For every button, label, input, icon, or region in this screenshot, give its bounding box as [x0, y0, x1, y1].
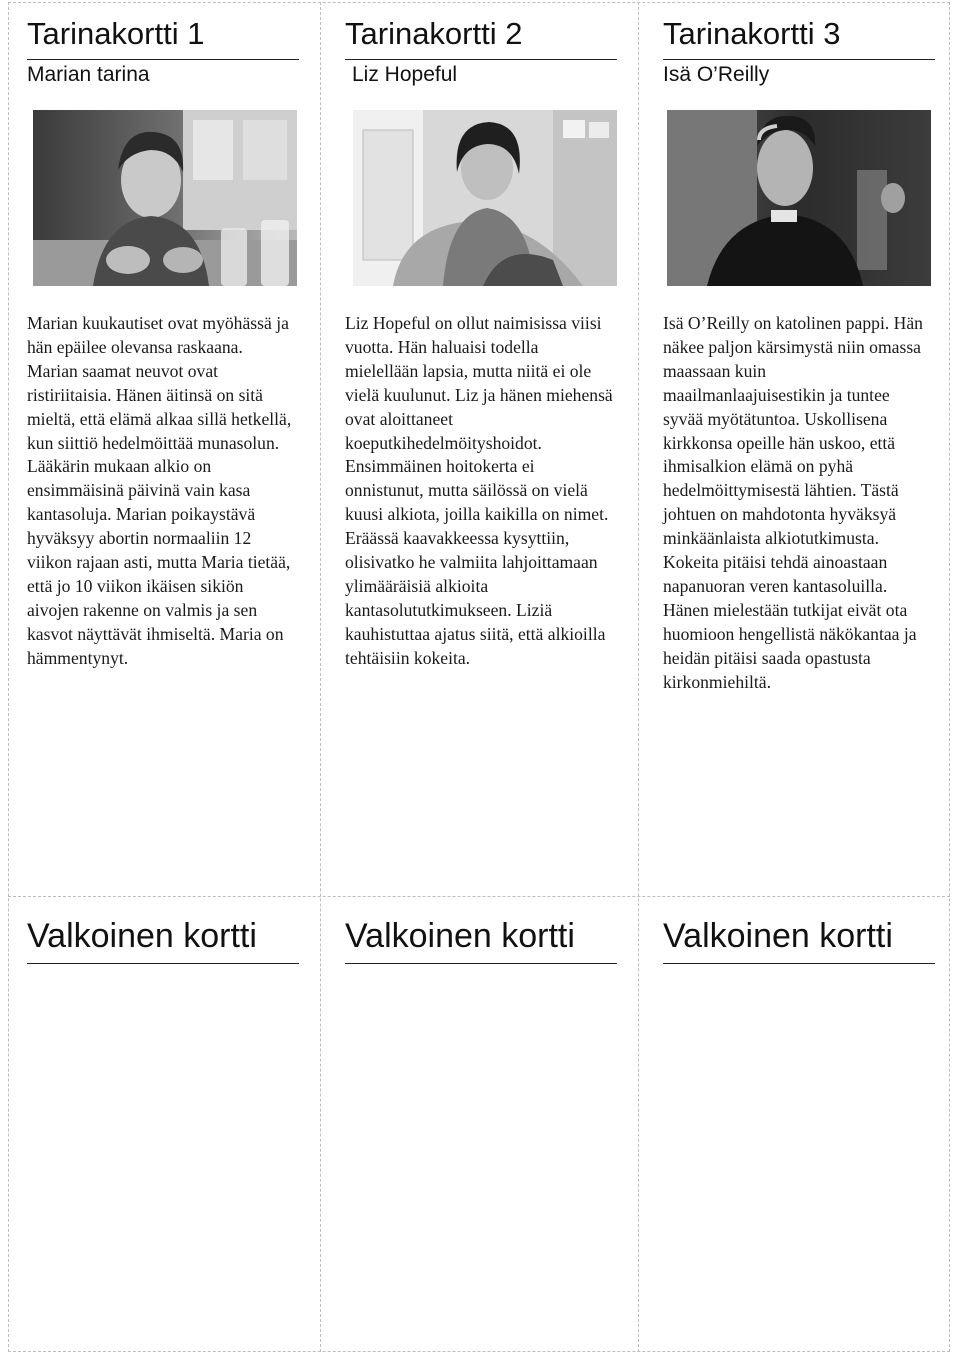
title-rule	[345, 59, 617, 60]
cut-line-horizontal	[8, 2, 950, 3]
priest-portrait-photo	[667, 110, 931, 286]
blank-card-2	[345, 916, 619, 964]
cut-line-vertical	[949, 2, 950, 1352]
woman-at-table-image	[33, 110, 297, 286]
card-subtitle: Marian tarina	[27, 63, 150, 86]
cut-line-vertical	[320, 2, 321, 1352]
story-text: Isä O’Reilly on katolinen pappi. Hän näkee paljon kärsimystä niin omassa maassaan kuin maailmanlaajuisestikin ja tuntee syvää myötätuntoa. Uskollisena kirkkonsa opeille hän uskoo, että ihmisalkion elämä on pyhä hedelmöittymisestä lähtien. Tästä johtuen on mahdotonta hyväksyä minkäänlaista alkiotutkimusta. Kokeita pitäisi tehdä ainoastaan napanuoran veren kantasoluilla. Hänen mielestään tutkijat eivät ota huomioon hengellistä näkökantaa ja heidän pitäisi saada opastusta kirkonmiehiltä.	[663, 313, 923, 692]
title-rule	[27, 59, 299, 60]
blank-card-1	[27, 916, 301, 964]
story-text: Marian kuukautiset ovat myöhässä ja hän epäilee olevansa raskaana. Marian saamat neuvot ovat ristiriitaisia. Hänen äitinsä on sitä mieltä, että elämä alkaa sillä hetkellä, kun siittiö hedelmöittää munasolun. Lääkärin mukaan alkio on ensimmäisinä päivinä vain kasa kantasoluja. Marian poikaystävä hyväksyy abortin normaaliin 12 viikon rajaan asti, mutta Maria tietää, että jo 10 viikon ikäisen sikiön aivojen rakenne on valmis ja sen kasvot näyttävät ihmiseltä. Maria on hämmentynyt.	[27, 313, 292, 668]
cut-line-horizontal	[8, 896, 950, 897]
priest-portrait-image	[667, 110, 931, 286]
story-card-3	[663, 16, 937, 695]
woman-on-sofa-image	[353, 110, 617, 286]
story-text: Liz Hopeful on ollut naimisissa viisi vuotta. Hän haluaisi todella mielellään lapsia, mutta niitä ei ole vielä kuulunut. Liz ja hänen miehensä ovat aloittaneet koeputkihedelmöityshoidot. Ensimmäinen hoitokerta ei onnistunut, mutta säilössä on vielä kuusi alkiota, joilla kaikilla on nimet. Eräässä kaavakkeessa kysyttiin, olisivatko he valmiita lahjoittamaan ylimääräisiä alkioita kantasolututkimukseen. Liziä kauhistuttaa ajatus siitä, että alkioilla tehtäisiin kokeita.	[345, 313, 613, 668]
card-subtitle: Isä O’Reilly	[663, 63, 770, 86]
blank-card-title: Valkoinen kortti	[663, 917, 893, 955]
title-rule	[27, 963, 299, 964]
card-title: Tarinakortti 3	[663, 16, 841, 51]
woman-on-sofa-photo	[353, 110, 617, 286]
card-title: Tarinakortti 1	[27, 16, 205, 51]
cut-line-horizontal	[8, 1351, 950, 1352]
title-rule	[345, 963, 617, 964]
story-card-1	[27, 16, 301, 671]
title-rule	[663, 963, 935, 964]
cut-line-vertical	[638, 2, 639, 1352]
title-rule	[663, 59, 935, 60]
cut-line-vertical	[8, 2, 9, 1352]
story-card-2	[345, 16, 619, 671]
woman-at-table-photo	[33, 110, 297, 286]
card-sheet	[8, 2, 950, 1352]
blank-card-title: Valkoinen kortti	[27, 917, 257, 955]
card-title: Tarinakortti 2	[345, 16, 523, 51]
card-subtitle: Liz Hopeful	[352, 63, 458, 86]
blank-card-title: Valkoinen kortti	[345, 917, 575, 955]
blank-card-3	[663, 916, 937, 964]
